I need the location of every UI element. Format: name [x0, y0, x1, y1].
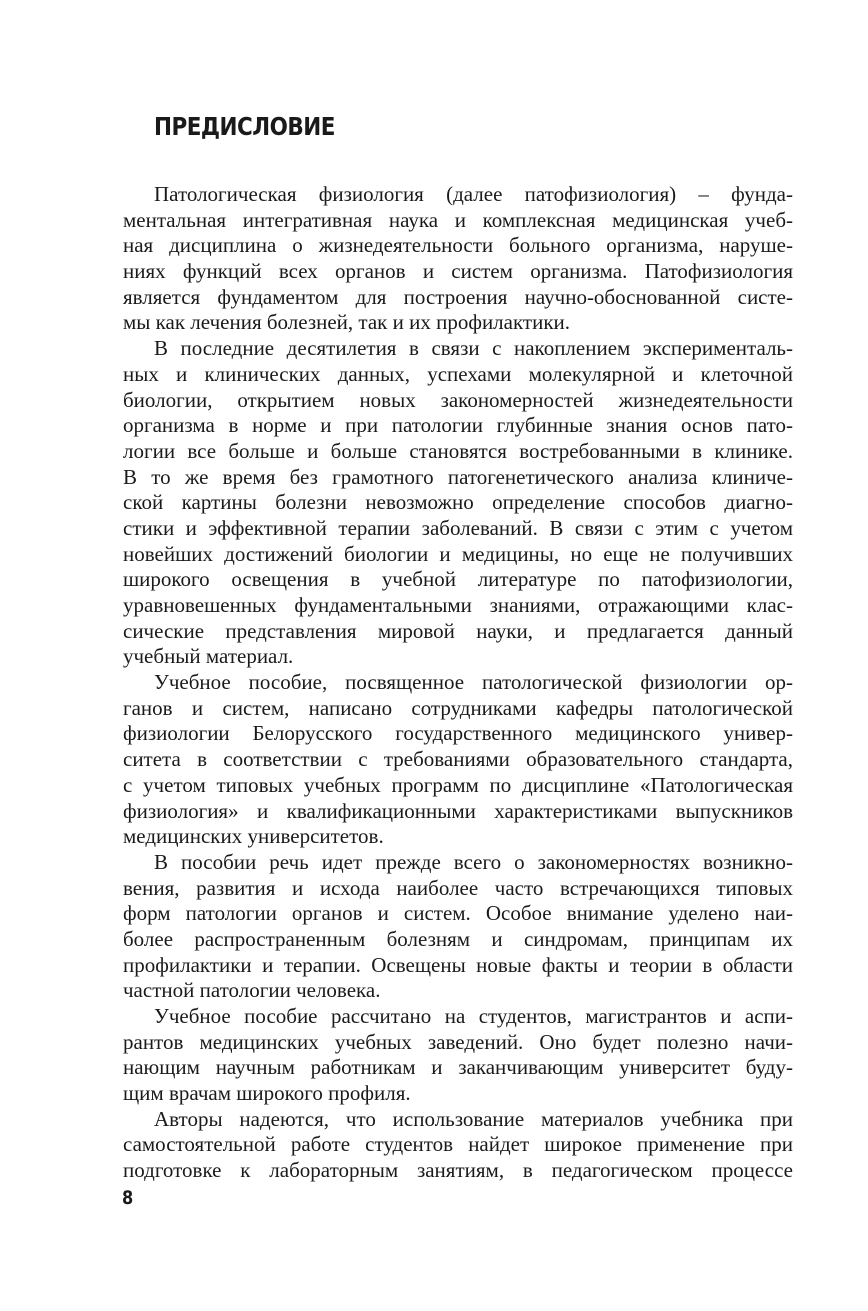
text-line: ментальная интегративная наука и комплексная медицинская учеб- [123, 207, 793, 232]
text-line: вения, развития и исхода наиболее часто встречающихся типовых [123, 875, 793, 900]
text-line: медицинских университетов. [123, 824, 384, 849]
text-line: физиологии Белорусского государственного медицинского универ- [123, 721, 793, 746]
paragraph [123, 850, 793, 1004]
paragraph [123, 1107, 793, 1184]
text-line: с учетом типовых учебных программ по дисциплине «Патологическая [123, 772, 793, 797]
text-line: мы как лечения болезней, так и их профилактики. [123, 310, 571, 335]
text-line: является фундаментом для построения научно-обоснованной систе- [123, 284, 793, 309]
text-line: форм патологии органов и систем. Особое внимание уделено наи- [123, 901, 793, 926]
text-line: В то же время без грамотного патогенетического анализа клиниче- [123, 464, 793, 489]
text-line: Учебное пособие рассчитано на студентов, магистрантов и аспи- [154, 1004, 793, 1028]
text-line: широкого освещения в учебной литературе по патофизиологии, [123, 567, 793, 592]
text-line: рантов медицинских учебных заведений. Оно будет полезно начи- [123, 1029, 793, 1054]
text-line: уравновешенных фундаментальными знаниями, отражающими клас- [123, 593, 793, 617]
text-line: ситета в соответствии с требованиями образовательного стандарта, [123, 747, 793, 772]
page-number: 8 [122, 1187, 134, 1209]
text-line: более распространенным болезням и синдромам, принципам их [123, 926, 793, 951]
text-line: физиология» и квалификационными характеристиками выпускников [123, 798, 793, 823]
text-line: Учебное пособие, посвященное патологической физиологии ор- [154, 670, 793, 695]
paragraph [123, 1004, 793, 1107]
text-line: сические представления мировой науки, и предлагается данный [123, 618, 793, 643]
text-line: биологии, открытием новых закономерностей жизнедеятельности [123, 387, 793, 412]
text-line: ниях функций всех органов и систем организма. Патофизиология [123, 259, 793, 284]
text-line: учебный материал. [123, 644, 294, 669]
text-line: В последние десятилетия в связи с накоплением эксперименталь- [154, 336, 793, 361]
text-line: Авторы надеются, что использование материалов учебника при [154, 1106, 793, 1131]
text-line: самостоятельной работе студентов найдет широкое применение при [123, 1132, 793, 1157]
paragraph [123, 182, 793, 336]
text-line: организма в норме и при патологии глубинные знания основ пато- [123, 413, 793, 438]
text-line: Патологическая физиология (далее патофизиология) – фунда- [154, 182, 793, 206]
text-line: новейших достижений биологии и медицины, но еще не получивших [123, 541, 793, 566]
page-heading: ПРЕДИСЛОВИЕ [154, 112, 335, 141]
text-line: нающим научным работникам и заканчивающим университет буду- [123, 1055, 793, 1080]
text-line: В пособии речь идет прежде всего о закономерностях возникно- [154, 849, 793, 874]
text-line: частной патологии человека. [123, 978, 381, 1003]
text-line: подготовке к лабораторным занятиям, в педагогическом процессе [123, 1158, 793, 1183]
text-line: ганов и систем, написано сотрудниками кафедры патологической [123, 695, 793, 720]
text-line: логии все больше и больше становятся востребованными в клинике. [123, 438, 793, 463]
text-line: ных и клинических данных, успехами молекулярной и клеточной [123, 361, 793, 386]
text-line: профилактики и терапии. Освещены новые факты и теории в области [123, 952, 793, 977]
text-line: щим врачам широкого профиля. [123, 1081, 411, 1106]
paragraph [123, 670, 793, 850]
paragraph [123, 336, 793, 670]
text-line: ской картины болезни невозможно определение способов диагно- [123, 490, 793, 515]
text-line: ная дисциплина о жизнедеятельности больного организма, наруше- [123, 233, 793, 258]
text-line: стики и эффективной терапии заболеваний. В связи с этим с учетом [123, 515, 793, 540]
body-text [123, 182, 793, 1184]
